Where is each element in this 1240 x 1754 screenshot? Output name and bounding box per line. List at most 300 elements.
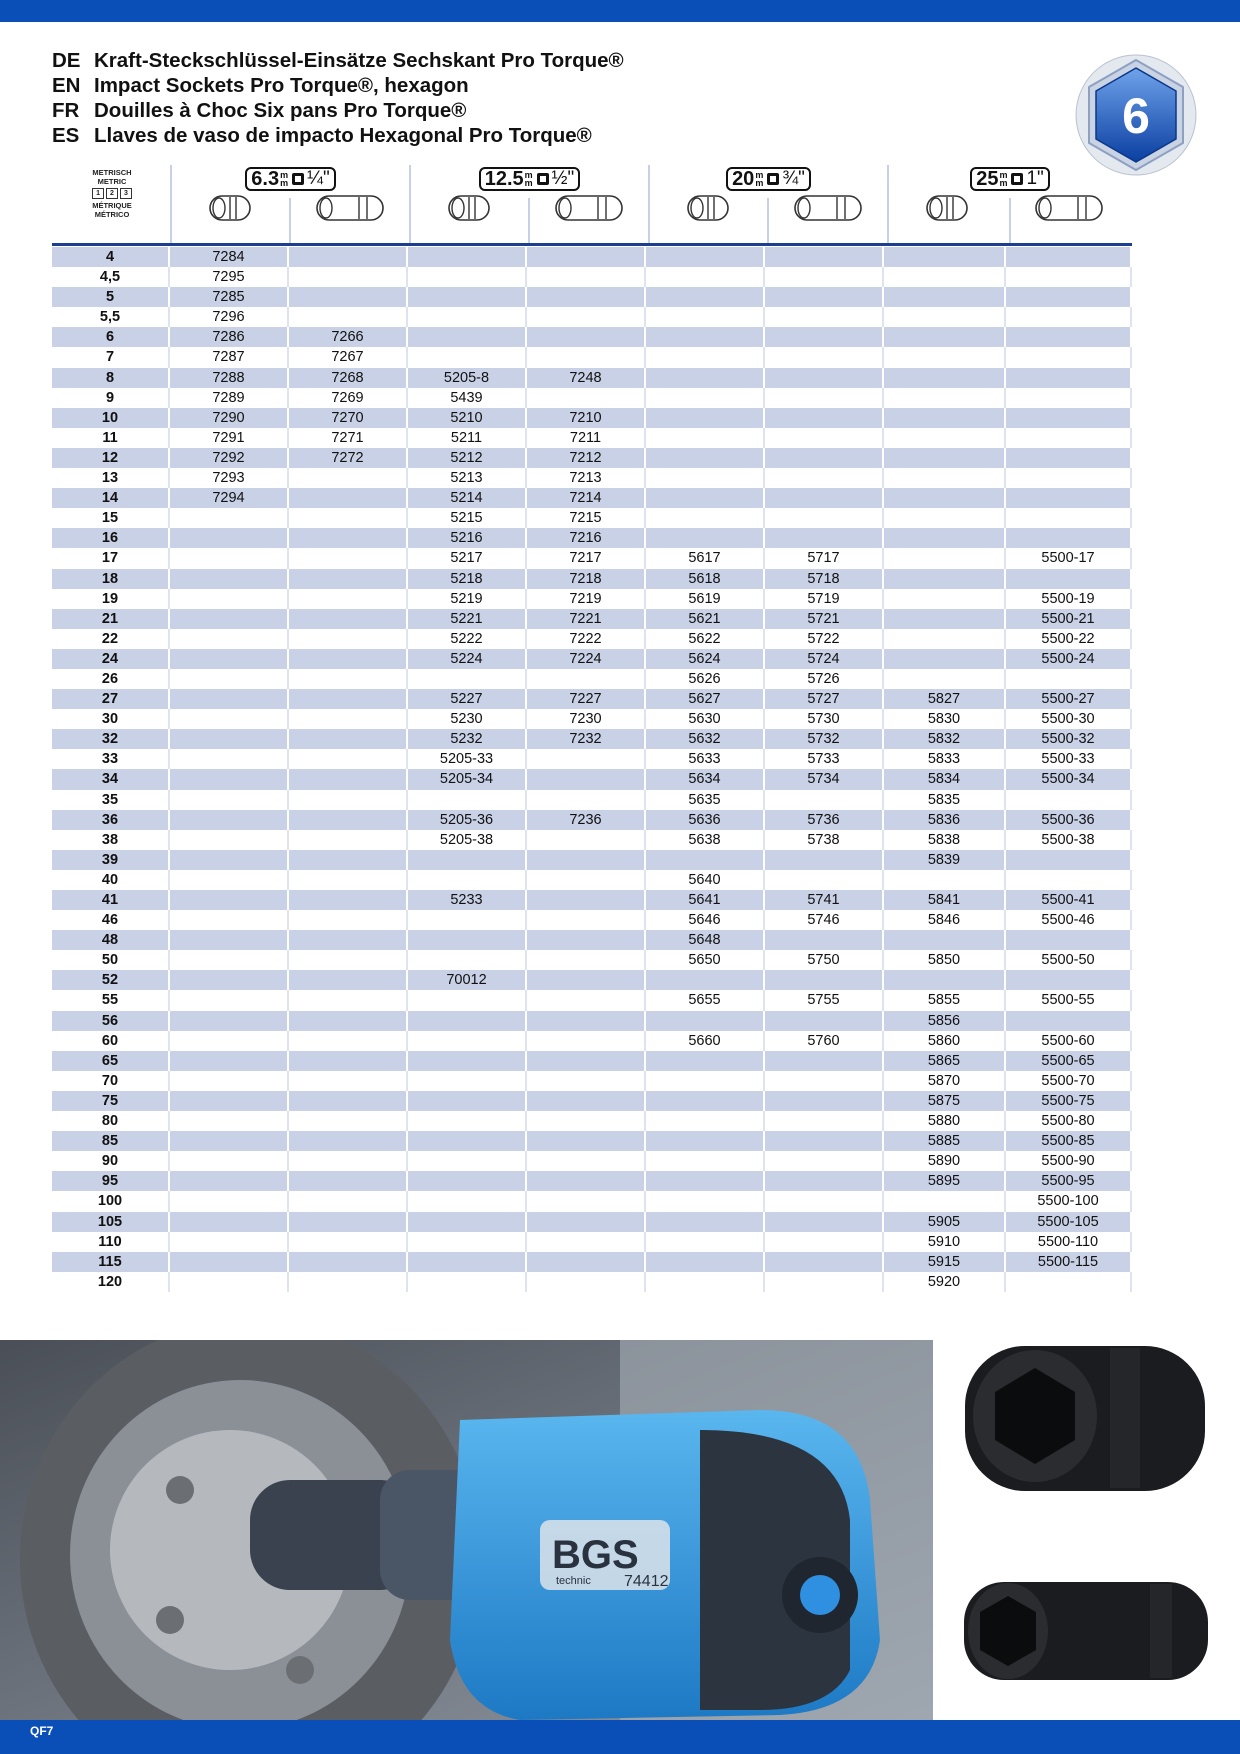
article-number-cell: 5648 <box>646 930 765 950</box>
article-number-cell <box>884 247 1006 267</box>
article-number-cell <box>170 609 289 629</box>
article-number-cell <box>289 548 408 568</box>
article-number-cell: 5646 <box>646 910 765 930</box>
table-row <box>52 307 1132 327</box>
article-number-cell <box>765 468 884 488</box>
article-number-cell <box>289 790 408 810</box>
table-row <box>52 910 1132 930</box>
article-number-cell: 7224 <box>527 649 646 669</box>
article-number-cell <box>765 1111 884 1131</box>
article-number-cell <box>884 468 1006 488</box>
article-number-cell <box>170 890 289 910</box>
article-number-cell <box>527 930 646 950</box>
article-number-cell: 5738 <box>765 830 884 850</box>
article-number-cell <box>289 247 408 267</box>
article-number-cell <box>527 327 646 347</box>
article-number-cell <box>170 910 289 930</box>
article-number-cell <box>289 1252 408 1272</box>
article-number-cell: 7285 <box>170 287 289 307</box>
article-number-cell <box>289 850 408 870</box>
article-number-cell: 5726 <box>765 669 884 689</box>
article-number-cell: 7295 <box>170 267 289 287</box>
article-number-cell <box>765 1011 884 1031</box>
article-number-cell <box>646 388 765 408</box>
article-number-cell <box>765 327 884 347</box>
size-cell: 70 <box>52 1071 170 1091</box>
size-cell: 48 <box>52 930 170 950</box>
article-number-cell <box>1006 448 1132 468</box>
size-cell: 55 <box>52 990 170 1010</box>
article-number-cell <box>527 347 646 367</box>
size-cell: 15 <box>52 508 170 528</box>
article-number-cell: 5732 <box>765 729 884 749</box>
article-number-cell <box>170 950 289 970</box>
size-cell: 26 <box>52 669 170 689</box>
square-drive-icon <box>1011 173 1023 185</box>
article-number-cell: 70012 <box>408 970 527 990</box>
article-number-cell <box>170 749 289 769</box>
article-number-cell <box>289 1171 408 1191</box>
article-number-cell <box>527 910 646 930</box>
article-number-cell <box>289 589 408 609</box>
article-number-cell: 5855 <box>884 990 1006 1010</box>
table-row <box>52 267 1132 287</box>
article-number-cell <box>1006 1272 1132 1292</box>
article-number-cell <box>408 990 527 1010</box>
header-divider <box>528 198 530 243</box>
article-number-cell: 7210 <box>527 408 646 428</box>
table-row <box>52 810 1132 830</box>
article-number-cell: 5920 <box>884 1272 1006 1292</box>
table-row <box>52 468 1132 488</box>
table-row <box>52 528 1132 548</box>
size-cell: 5,5 <box>52 307 170 327</box>
article-number-cell: 5760 <box>765 1031 884 1051</box>
article-number-cell: 7286 <box>170 327 289 347</box>
article-number-cell: 5839 <box>884 850 1006 870</box>
chapter-badge <box>1075 54 1197 176</box>
article-number-cell: 5895 <box>884 1171 1006 1191</box>
article-number-cell: 5500-33 <box>1006 749 1132 769</box>
deep-socket-photo <box>960 1572 1215 1690</box>
article-number-cell <box>170 970 289 990</box>
article-number-cell: 5660 <box>646 1031 765 1051</box>
article-number-cell <box>1006 327 1132 347</box>
article-number-cell: 7227 <box>527 689 646 709</box>
article-number-cell: 5634 <box>646 769 765 789</box>
size-cell: 4,5 <box>52 267 170 287</box>
article-number-cell: 5500-19 <box>1006 589 1132 609</box>
article-number-cell: 5216 <box>408 528 527 548</box>
article-number-cell: 5205-8 <box>408 368 527 388</box>
article-number-cell <box>1006 870 1132 890</box>
article-number-cell <box>408 950 527 970</box>
article-number-cell: 7219 <box>527 589 646 609</box>
article-number-cell <box>408 1111 527 1131</box>
article-number-cell <box>646 970 765 990</box>
article-number-cell: 7217 <box>527 548 646 568</box>
article-number-cell <box>527 890 646 910</box>
article-number-cell: 5750 <box>765 950 884 970</box>
size-cell: 11 <box>52 428 170 448</box>
article-number-cell <box>884 428 1006 448</box>
article-number-cell <box>527 749 646 769</box>
short-socket-icon <box>206 194 258 222</box>
page-code: QF7 <box>30 1724 54 1738</box>
article-number-cell <box>527 1232 646 1252</box>
article-number-cell <box>527 1111 646 1131</box>
article-number-cell <box>646 1051 765 1071</box>
article-number-cell <box>765 1252 884 1272</box>
article-number-cell: 7221 <box>527 609 646 629</box>
article-number-cell <box>765 1071 884 1091</box>
size-cell: 52 <box>52 970 170 990</box>
article-number-cell <box>765 1191 884 1211</box>
article-number-cell: 5832 <box>884 729 1006 749</box>
article-number-cell <box>646 1111 765 1131</box>
article-number-cell <box>408 870 527 890</box>
article-number-cell <box>765 287 884 307</box>
article-number-cell: 5827 <box>884 689 1006 709</box>
table-row <box>52 508 1132 528</box>
article-number-cell: 5500-30 <box>1006 709 1132 729</box>
article-number-cell <box>646 1212 765 1232</box>
size-cell: 41 <box>52 890 170 910</box>
article-number-cell <box>408 307 527 327</box>
article-number-cell: 5619 <box>646 589 765 609</box>
article-number-cell <box>527 1051 646 1071</box>
article-number-cell <box>884 669 1006 689</box>
article-number-cell: 7216 <box>527 528 646 548</box>
article-number-cell <box>408 1272 527 1292</box>
article-number-cell: 7288 <box>170 368 289 388</box>
article-number-cell: 5233 <box>408 890 527 910</box>
article-number-cell: 5205-36 <box>408 810 527 830</box>
table-row <box>52 1252 1132 1272</box>
article-number-cell <box>408 1091 527 1111</box>
table-row <box>52 1191 1132 1211</box>
article-number-cell: 5870 <box>884 1071 1006 1091</box>
article-number-cell <box>527 247 646 267</box>
article-number-cell <box>527 870 646 890</box>
article-number-cell <box>765 528 884 548</box>
article-number-cell: 5618 <box>646 569 765 589</box>
article-number-cell: 5621 <box>646 609 765 629</box>
article-number-cell: 7292 <box>170 448 289 468</box>
article-number-cell <box>646 1272 765 1292</box>
article-number-cell: 7271 <box>289 428 408 448</box>
article-number-cell <box>170 629 289 649</box>
article-number-cell: 5500-80 <box>1006 1111 1132 1131</box>
brand-logo: BGS <box>552 1533 639 1577</box>
article-number-cell: 5500-50 <box>1006 950 1132 970</box>
short-socket-icon <box>445 194 497 222</box>
article-number-cell: 7248 <box>527 368 646 388</box>
deep-socket-icon <box>552 194 628 222</box>
article-number-cell <box>646 1011 765 1031</box>
article-number-cell: 5219 <box>408 589 527 609</box>
size-cell: 24 <box>52 649 170 669</box>
article-number-cell <box>289 1212 408 1232</box>
article-number-cell: 5630 <box>646 709 765 729</box>
article-number-cell <box>527 830 646 850</box>
article-number-cell <box>408 1191 527 1211</box>
article-number-cell <box>646 1151 765 1171</box>
article-number-cell <box>765 1131 884 1151</box>
article-number-cell: 5500-46 <box>1006 910 1132 930</box>
table-row <box>52 1232 1132 1252</box>
size-cell: 14 <box>52 488 170 508</box>
article-number-cell: 5875 <box>884 1091 1006 1111</box>
article-number-cell <box>289 1191 408 1211</box>
article-number-cell: 5500-70 <box>1006 1071 1132 1091</box>
article-number-cell: 5500-32 <box>1006 729 1132 749</box>
size-cell: 6 <box>52 327 170 347</box>
title-de: DE Kraft-Steckschlüssel-Einsätze Sechskant Pro Torque® <box>52 49 624 72</box>
size-cell: 50 <box>52 950 170 970</box>
table-row <box>52 327 1132 347</box>
article-number-cell: 5221 <box>408 609 527 629</box>
article-number-cell <box>289 990 408 1010</box>
article-number-cell: 5500-65 <box>1006 1051 1132 1071</box>
size-cell: 65 <box>52 1051 170 1071</box>
article-number-cell <box>170 1091 289 1111</box>
article-number-cell: 5500-105 <box>1006 1212 1132 1232</box>
header-rule <box>52 243 1132 246</box>
article-number-cell <box>408 327 527 347</box>
article-number-cell <box>289 950 408 970</box>
article-number-cell: 5640 <box>646 870 765 890</box>
article-number-cell: 5727 <box>765 689 884 709</box>
deep-socket-icon <box>791 194 867 222</box>
article-number-cell <box>1006 970 1132 990</box>
size-cell: 95 <box>52 1171 170 1191</box>
article-number-cell: 7212 <box>527 448 646 468</box>
article-number-cell <box>765 347 884 367</box>
table-row <box>52 790 1132 810</box>
article-number-cell <box>289 649 408 669</box>
article-number-cell: 5227 <box>408 689 527 709</box>
table-row <box>52 649 1132 669</box>
article-number-cell: 5500-115 <box>1006 1252 1132 1272</box>
article-number-cell <box>1006 247 1132 267</box>
article-number-cell <box>646 1071 765 1091</box>
square-drive-icon <box>292 173 304 185</box>
header-divider <box>289 198 291 243</box>
article-number-cell <box>765 388 884 408</box>
table-row <box>52 1091 1132 1111</box>
article-number-cell <box>646 448 765 468</box>
article-number-cell: 5724 <box>765 649 884 669</box>
article-number-cell <box>527 1171 646 1191</box>
drive-index-boxes: 1 2 3 <box>52 188 172 199</box>
article-number-cell: 5215 <box>408 508 527 528</box>
article-number-cell <box>1006 388 1132 408</box>
article-number-cell <box>289 1272 408 1292</box>
article-number-cell <box>884 1191 1006 1211</box>
article-number-cell <box>884 267 1006 287</box>
size-cell: 30 <box>52 709 170 729</box>
article-number-cell <box>646 508 765 528</box>
article-number-cell: 5635 <box>646 790 765 810</box>
article-number-cell <box>884 287 1006 307</box>
article-number-cell: 5841 <box>884 890 1006 910</box>
deep-socket-icon <box>1032 194 1108 222</box>
size-cell: 27 <box>52 689 170 709</box>
article-number-cell <box>289 709 408 729</box>
article-number-cell: 5636 <box>646 810 765 830</box>
article-number-cell: 5721 <box>765 609 884 629</box>
article-number-cell: 5755 <box>765 990 884 1010</box>
drive-size-label: 6.3 m m ¼" <box>172 166 409 192</box>
article-number-cell <box>170 508 289 528</box>
table-row <box>52 890 1132 910</box>
article-number-cell: 5830 <box>884 709 1006 729</box>
size-cell: 17 <box>52 548 170 568</box>
article-number-cell: 5212 <box>408 448 527 468</box>
article-number-cell <box>170 709 289 729</box>
article-number-cell: 5224 <box>408 649 527 669</box>
table-row <box>52 1051 1132 1071</box>
top-color-bar <box>0 0 1240 22</box>
size-cell: 22 <box>52 629 170 649</box>
article-number-cell <box>646 1252 765 1272</box>
article-number-cell: 5217 <box>408 548 527 568</box>
article-number-cell: 5641 <box>646 890 765 910</box>
article-number-cell <box>289 769 408 789</box>
article-number-cell <box>289 468 408 488</box>
article-number-cell: 5638 <box>646 830 765 850</box>
article-number-cell: 5439 <box>408 388 527 408</box>
article-number-cell: 7213 <box>527 468 646 488</box>
short-socket-icon <box>684 194 736 222</box>
article-number-cell <box>884 609 1006 629</box>
drive-size-label: 20 m m ¾" <box>650 166 887 192</box>
article-number-cell <box>289 287 408 307</box>
article-number-cell <box>170 769 289 789</box>
article-number-cell <box>527 1031 646 1051</box>
size-cell: 36 <box>52 810 170 830</box>
size-cell: 40 <box>52 870 170 890</box>
size-cell: 9 <box>52 388 170 408</box>
article-number-cell <box>765 870 884 890</box>
article-number-cell <box>289 508 408 528</box>
article-number-cell <box>884 528 1006 548</box>
article-number-cell <box>765 1151 884 1171</box>
article-number-cell: 5835 <box>884 790 1006 810</box>
size-cell: 13 <box>52 468 170 488</box>
article-number-cell: 5890 <box>884 1151 1006 1171</box>
size-cell: 75 <box>52 1091 170 1111</box>
article-number-cell <box>408 1031 527 1051</box>
article-number-cell <box>170 1252 289 1272</box>
table-row <box>52 709 1132 729</box>
article-number-cell: 5880 <box>884 1111 1006 1131</box>
table-row <box>52 1111 1132 1131</box>
square-drive-icon <box>537 173 549 185</box>
article-number-cell: 5905 <box>884 1212 1006 1232</box>
article-number-cell <box>527 1272 646 1292</box>
article-number-cell <box>289 890 408 910</box>
article-number-cell <box>170 870 289 890</box>
article-number-cell: 7222 <box>527 629 646 649</box>
article-number-cell <box>408 1212 527 1232</box>
table-row <box>52 589 1132 609</box>
article-number-cell <box>289 1031 408 1051</box>
article-number-cell <box>527 990 646 1010</box>
article-number-cell <box>646 850 765 870</box>
article-number-cell <box>527 1191 646 1211</box>
article-number-cell: 5205-33 <box>408 749 527 769</box>
article-number-cell <box>884 930 1006 950</box>
article-number-cell: 7272 <box>289 448 408 468</box>
socket-size-table <box>52 247 1132 1292</box>
article-number-cell <box>765 488 884 508</box>
article-number-cell: 5850 <box>884 950 1006 970</box>
article-number-cell: 7214 <box>527 488 646 508</box>
title-en: EN Impact Sockets Pro Torque®, hexagon <box>52 74 469 97</box>
table-row <box>52 408 1132 428</box>
article-number-cell <box>289 830 408 850</box>
article-number-cell: 5627 <box>646 689 765 709</box>
article-number-cell <box>884 649 1006 669</box>
article-number-cell <box>408 247 527 267</box>
article-number-cell: 5860 <box>884 1031 1006 1051</box>
article-number-cell <box>527 1151 646 1171</box>
article-number-cell <box>170 1111 289 1131</box>
size-cell: 120 <box>52 1272 170 1292</box>
article-number-cell: 5865 <box>884 1051 1006 1071</box>
article-number-cell <box>170 1071 289 1091</box>
article-number-cell <box>289 689 408 709</box>
article-number-cell <box>765 1212 884 1232</box>
article-number-cell <box>170 930 289 950</box>
size-cell: 105 <box>52 1212 170 1232</box>
article-number-cell <box>1006 930 1132 950</box>
article-number-cell <box>289 729 408 749</box>
article-number-cell: 5500-34 <box>1006 769 1132 789</box>
article-number-cell: 5500-27 <box>1006 689 1132 709</box>
article-number-cell <box>765 267 884 287</box>
article-number-cell: 5500-38 <box>1006 830 1132 850</box>
article-number-cell <box>289 910 408 930</box>
article-number-cell <box>289 1232 408 1252</box>
article-number-cell <box>765 307 884 327</box>
size-cell: 19 <box>52 589 170 609</box>
article-number-cell <box>170 589 289 609</box>
article-number-cell <box>408 850 527 870</box>
article-number-cell <box>170 1031 289 1051</box>
article-number-cell <box>646 1091 765 1111</box>
brand-sub-logo: technic <box>556 1575 591 1587</box>
article-number-cell <box>289 1071 408 1091</box>
article-number-cell <box>408 669 527 689</box>
article-number-cell <box>289 1051 408 1071</box>
article-number-cell <box>527 287 646 307</box>
article-number-cell: 5730 <box>765 709 884 729</box>
article-number-cell: 5500-100 <box>1006 1191 1132 1211</box>
table-row <box>52 548 1132 568</box>
article-number-cell: 5500-41 <box>1006 890 1132 910</box>
article-number-cell <box>646 488 765 508</box>
article-number-cell <box>170 569 289 589</box>
table-row <box>52 1031 1132 1051</box>
article-number-cell <box>884 569 1006 589</box>
article-number-cell <box>170 1232 289 1252</box>
article-number-cell <box>884 448 1006 468</box>
size-cell: 115 <box>52 1252 170 1272</box>
article-number-cell <box>1006 408 1132 428</box>
